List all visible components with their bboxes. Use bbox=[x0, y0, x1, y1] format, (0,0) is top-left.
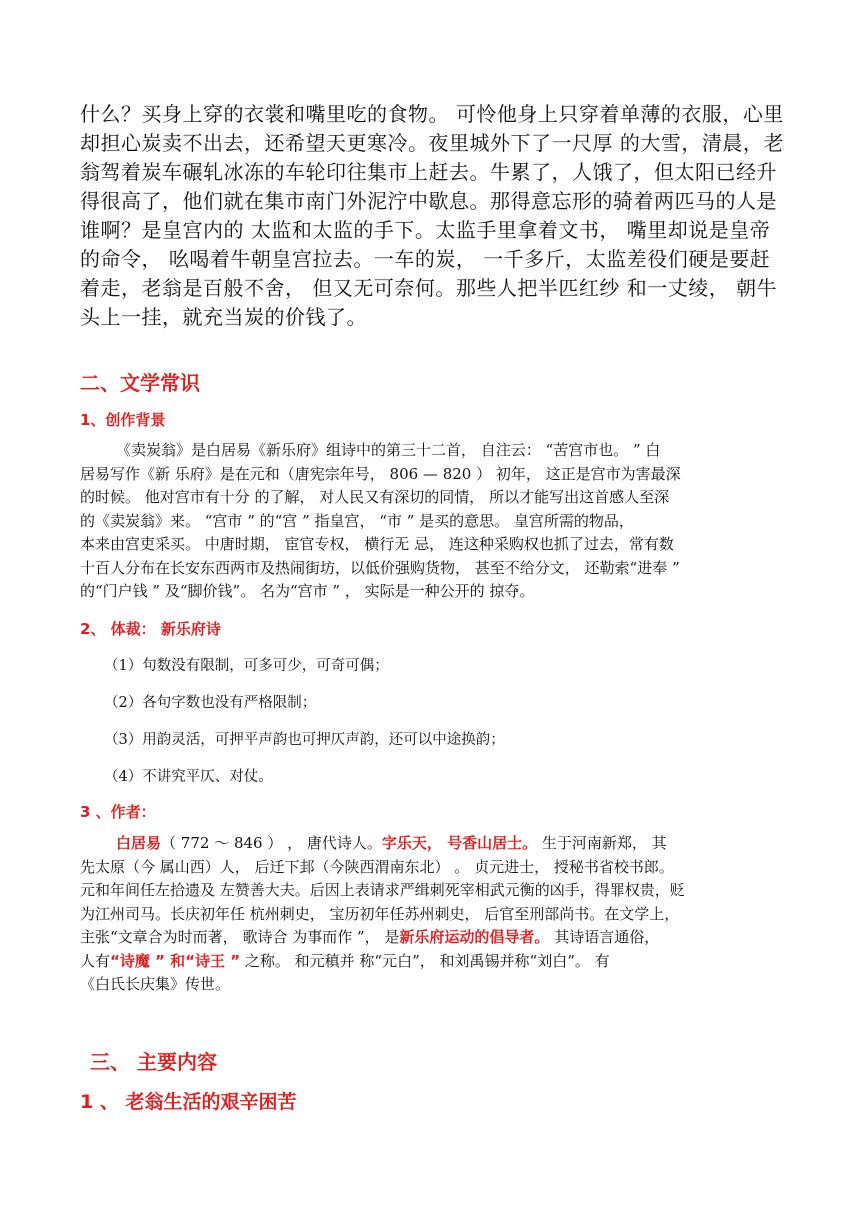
genre-item: （1）句数没有限制，可多可少，可奇可偶； bbox=[104, 658, 389, 674]
text-line: 谁啊？是皇宫内的 太监和太监的手下。太监手里拿着文书， 嘴里却说是皇帝 bbox=[80, 218, 771, 242]
text-line: 得很高了，他们就在集市南门外泥泞中歇息。那得意忘形的骑着两匹马的人是 bbox=[80, 189, 777, 213]
author-style-name: 字乐天， 号香山居士。 bbox=[381, 834, 538, 852]
genre-item: （2）各句字数也没有严格限制； bbox=[104, 695, 317, 711]
text-line: 元和年间任左拾遗及 左赞善大夫。后因上表请求严缉刺死宰相武元衡的凶手，得罪权贵，贬 bbox=[80, 881, 685, 899]
section-heading-main-content: 三、 主要内容 bbox=[90, 1050, 217, 1074]
text-line: 《卖炭翁》是白居易《新乐府》组诗中的第三十二首， 自注云： “苦宫市也。 ” 白 bbox=[116, 441, 661, 459]
text-line: 却担心炭卖不出去，还希望天更寒冷。夜里城外下了一尺厚 的大雪，清晨，老 bbox=[80, 131, 784, 155]
text-span: 人有 bbox=[80, 951, 111, 970]
intro-paragraph bbox=[80, 100, 784, 332]
text-line: 本来由宫吏采买。 中唐时期， 宦官专权， 横行无 忌， 连这种采购权也抓了过去，常有数 bbox=[80, 535, 674, 553]
text-line: 为江州司马。长庆初年任 杭州刺史， 宝历初年任苏州刺史， 后官至刑部尚书。在文学上， bbox=[80, 904, 680, 923]
text-line: 什么？买身上穿的衣裳和嘴里吃的食物。 可怜他身上只穿着单薄的衣服，心里 bbox=[80, 102, 784, 126]
text-line: 翁驾着炭车碾轧冰冻的车轮印往集市上赶去。牛累了，人饿了，但太阳已经升 bbox=[80, 160, 777, 184]
text-line: 的《卖炭翁》来。 “宫市 ” 的“宫 ” 指皇宫， “市 ” 是买的意思。 皇宫所需的物品， bbox=[80, 511, 634, 530]
subheading-background: 1、创作背景 bbox=[80, 411, 166, 429]
author-paragraph bbox=[80, 832, 792, 997]
text-line: 的“门户钱 ” 及“脚价钱”。 名为“宫市 ” ， 实际是一种公开的 掠夺。 bbox=[80, 582, 535, 600]
text-line: 十百人分布在长安东西两市及热闹街坊，以低价强购货物， 甚至不给分文， 还勒索“进奉 ” bbox=[80, 558, 680, 577]
text-line: 头上一挂，就充当炭的价钱了。 bbox=[80, 305, 367, 329]
movement-leader-highlight: 新乐府运动的倡导者。 bbox=[399, 928, 550, 946]
text-line: 的命令， 吆喝着牛朝皇宫拉去。一车的炭， 一千多斤，太监差役们硬是要赶 bbox=[80, 247, 771, 271]
text-line bbox=[80, 926, 792, 950]
text-line bbox=[80, 950, 792, 974]
author-name: 白居易 bbox=[116, 834, 162, 852]
section-heading-literary-knowledge: 二、文学常识 bbox=[80, 371, 200, 395]
genre-item: （3）用韵灵活，可押平声韵也可押仄声韵，还可以中途换韵； bbox=[104, 732, 505, 748]
text-span: 之称。 和元稹并 称“元白”， 和刘禹锡并称“刘白”。 有 bbox=[240, 951, 610, 970]
text-span: 主张“文章合为时而著， 歌诗合 为事而作 ”， 是 bbox=[80, 928, 400, 946]
genre-item: （4）不讲究平仄、对仗。 bbox=[104, 769, 273, 785]
subheading-genre: 2、 体裁： 新乐府诗 bbox=[80, 620, 221, 638]
text-span: 生于河南新郑， 其 bbox=[537, 834, 667, 852]
text-line bbox=[80, 832, 792, 856]
text-line: 的时候。 他对宫市有十分 的了解， 对人民又有深切的同情， 所以才能写出这首感人至深 bbox=[80, 488, 670, 506]
text-span: （ 772 ～ 846 ） ， 唐代诗人。 bbox=[161, 834, 382, 852]
subheading-old-man-hardship: 1 、 老翁生活的艰辛困苦 bbox=[80, 1091, 297, 1113]
text-line: 居易写作《新 乐府》是在元和（唐宪宗年号， 806 — 820 ） 初年， 这正是宫市为害最深 bbox=[80, 464, 681, 483]
nickname-highlight: “诗魔 ” 和“诗王 ” bbox=[110, 951, 241, 970]
text-span: 其诗语言通俗， bbox=[549, 928, 660, 946]
background-paragraph bbox=[80, 439, 792, 604]
text-line: 《白氏长庆集》传世。 bbox=[80, 975, 231, 993]
subheading-author: 3 、作者： bbox=[80, 803, 156, 821]
text-line: 着走，老翁是百般不舍， 但又无可奈何。那些人把半匹红纱 和一丈绫， 朝牛 bbox=[80, 276, 778, 300]
text-line: 先太原（今 属山西）人， 后迁下邽（今陕西渭南东北） 。 贞元进士， 授秘书省校书郎。 bbox=[80, 857, 674, 876]
